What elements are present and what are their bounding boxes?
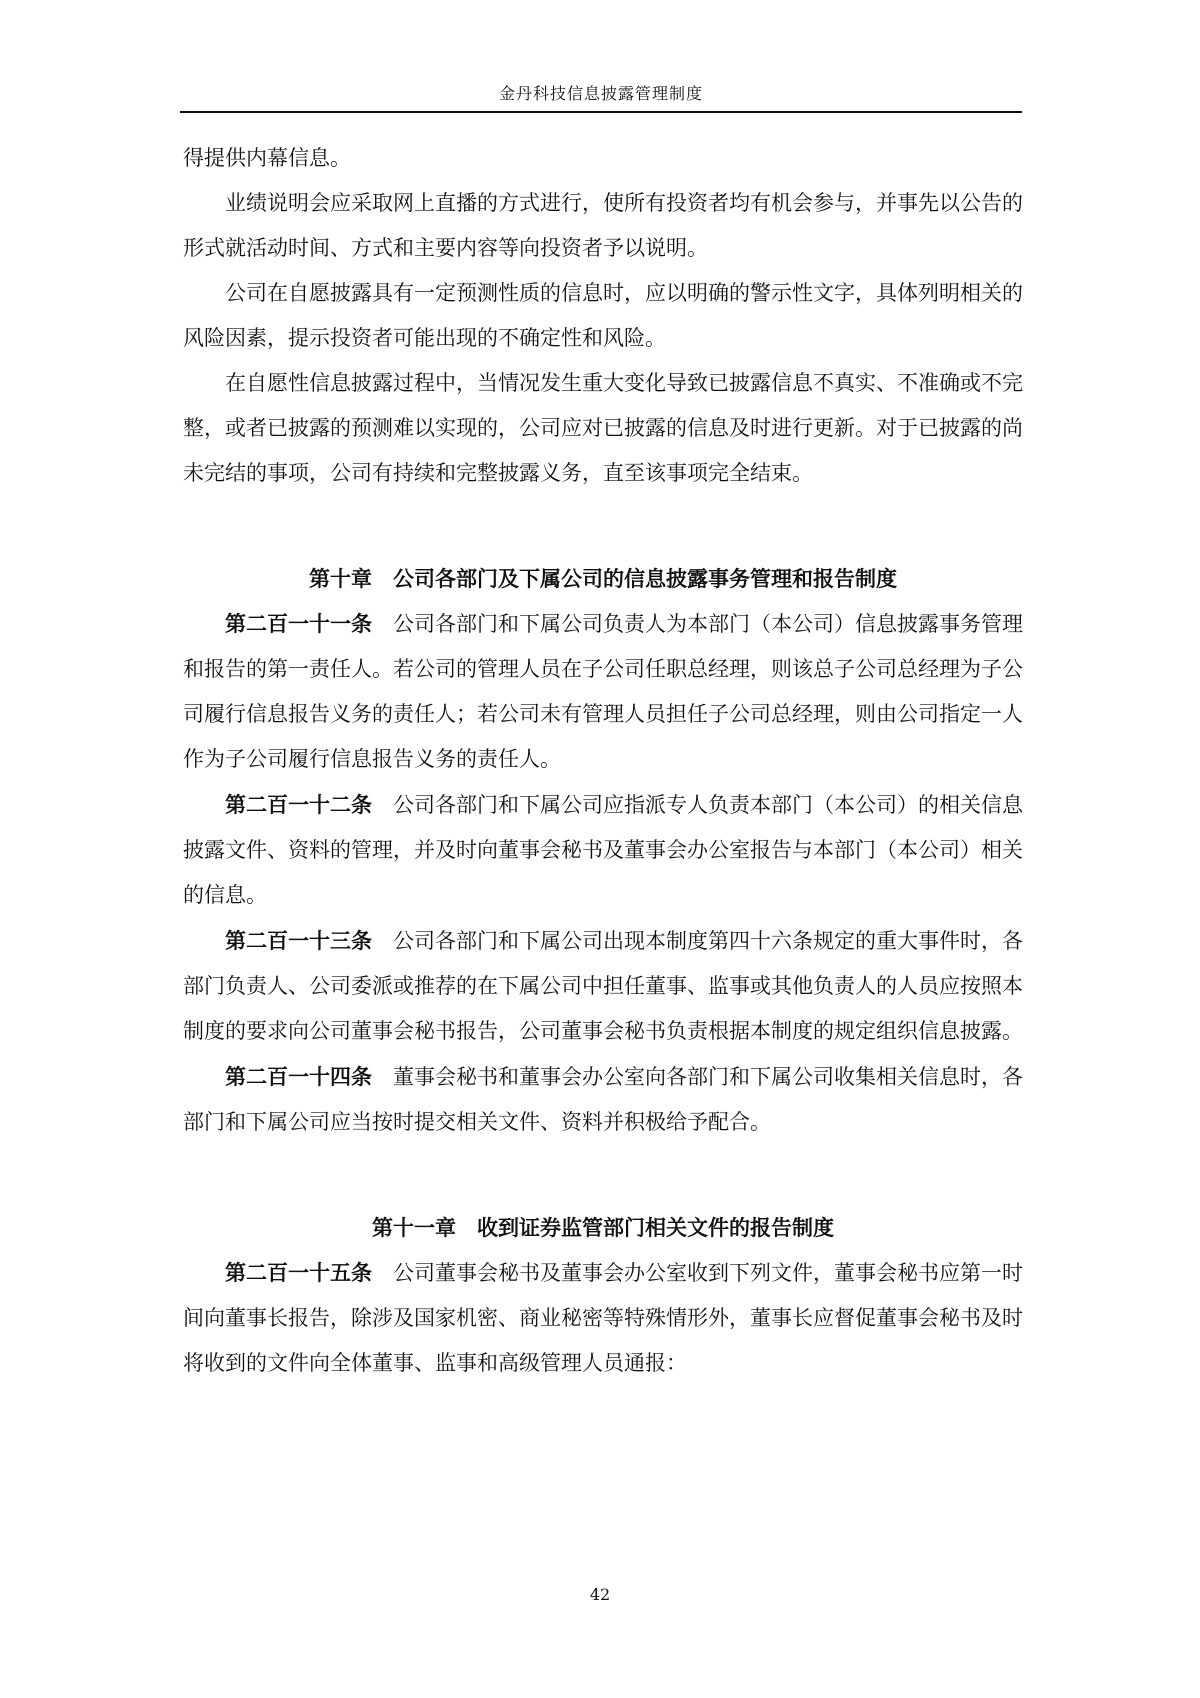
paragraph-voluntary-disclosure-warning: 公司在自愿披露具有一定预测性质的信息时，应以明确的警示性文字，具体列明相关的风险因素，提示投资者可能出现的不确定性和风险。 [183,281,1023,350]
page-header-title: 金丹科技信息披露管理制度 [498,84,703,103]
header-divider [180,111,1022,113]
article-211-text: 公司各部门和下属公司负责人为本部门（本公司）信息披露事务管理和报告的第一责任人。若公司的管理人员在子公司任职总经理，则该总子公司总经理为子公司履行信息报告义务的责任人；若公司未有管理人员担任子公司总经理，则由公司指定一人作为子公司履行信息报告义务的责任人。 [183,612,1023,771]
article-215 [183,1250,1023,1386]
article-214 [183,1054,1023,1145]
article-214-text: 董事会秘书和董事会办公室向各部门和下属公司收集相关信息时，各部门和下属公司应当按时提交相关文件、资料并积极给予配合。 [183,1065,1023,1134]
article-214-title: 第二百一十四条 [225,1064,372,1089]
chapter-10-heading: 第十章 公司各部门及下属公司的信息披露事务管理和报告制度 [309,566,897,591]
chapter-11-heading: 第十一章 收到证券监管部门相关文件的报告制度 [372,1215,834,1240]
article-213 [183,918,1023,1054]
article-212-title: 第二百一十二条 [225,792,372,817]
paragraph-continuation: 得提供内幕信息。 [183,146,351,170]
article-213-title: 第二百一十三条 [225,928,372,953]
article-213-text: 公司各部门和下属公司出现本制度第四十六条规定的重大事件时，各部门负责人、公司委派或推荐的在下属公司中担任董事、监事或其他负责人的人员应按照本制度的要求向公司董事会秘书报告，公司董事会秘书负责根据本制度的规定组织信息披露。 [183,929,1023,1043]
paragraph-performance-briefing: 业绩说明会应采取网上直播的方式进行，使所有投资者均有机会参与，并事先以公告的形式就活动时间、方式和主要内容等向投资者予以说明。 [183,191,1023,260]
article-211-title: 第二百一十一条 [225,611,372,636]
article-211 [183,601,1023,782]
article-212 [183,782,1023,918]
article-215-text: 公司董事会秘书及董事会办公室收到下列文件，董事会秘书应第一时间向董事长报告，除涉及国家机密、商业秘密等特殊情形外，董事长应督促董事会秘书及时将收到的文件向全体董事、监事和高级管理人员通报： [183,1261,1023,1375]
document-body [183,136,1023,1386]
article-215-title: 第二百一十五条 [225,1260,372,1285]
article-212-text: 公司各部门和下属公司应指派专人负责本部门（本公司）的相关信息披露文件、资料的管理，并及时向董事会秘书及董事会办公室报告与本部门（本公司）相关的信息。 [183,793,1023,907]
paragraph-voluntary-disclosure-update: 在自愿性信息披露过程中，当情况发生重大变化导致已披露信息不真实、不准确或不完整，或者已披露的预测难以实现的，公司应对已披露的信息及时进行更新。对于已披露的尚未完结的事项，公司有持续和完整披露义务，直至该事项完全结束。 [183,371,1023,485]
page-number: 42 [589,1585,611,1604]
